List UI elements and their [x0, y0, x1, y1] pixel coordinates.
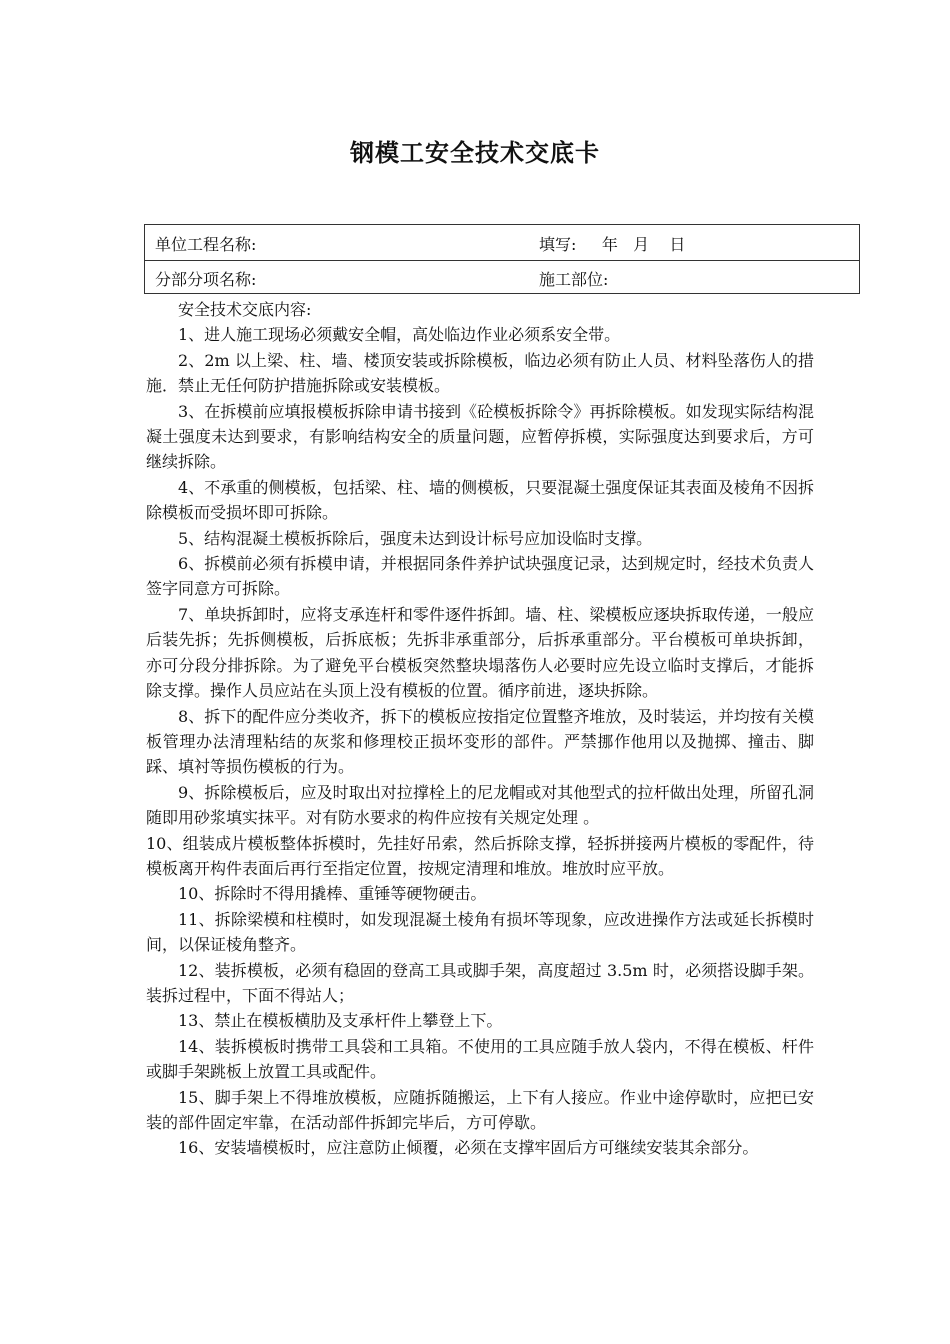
- unit-project-label: 单位工程名称:: [155, 235, 257, 254]
- paragraph: 2、2m 以上梁、柱、墙、楼顶安装或拆除模板，临边必须有防止人员、材料坠落伤人的措施．禁止无任何防护措施拆除或安装模板。: [146, 350, 814, 396]
- header-row: [145, 260, 859, 295]
- paragraph: 4、不承重的侧模板，包括梁、柱、墙的侧模板，只要混凝土强度保证其表面及棱角不因拆除模板而受损坏即可拆除。: [146, 477, 814, 523]
- paragraph: 10、组装成片模板整体拆模时，先挂好吊索，然后拆除支撑，轻拆拼接两片模板的零配件，待模板离开构件表面后再行至指定位置，按规定清理和堆放。堆放时应平放。: [146, 833, 814, 878]
- paragraph: 16、安装墙模板时，应注意防止倾覆，必须在支撑牢固后方可继续安装其余部分。: [178, 1138, 759, 1158]
- paragraph: 5、结构混凝土模板拆除后，强度未达到设计标号应加设临时支撑。: [178, 528, 653, 548]
- header-row: [145, 225, 859, 261]
- fill-date-label: 填写: 年 月 日: [539, 235, 686, 254]
- paragraph: 7、单块拆卸时，应将支承连杆和零件逐件拆卸。墙、柱、梁模板应逐块拆取传递，一般应后装先拆；先拆侧模板，后拆底板；先拆非承重部分，后拆承重部分。平台模板可单块拆卸，亦可分段分排拆除。为了避免平台模板突然整块塌落伤人必要时应先设立临时支撑后，才能拆除支撑。操作人员应站在头顶上没有模板的位置。循序前进，逐块拆除。: [146, 604, 814, 701]
- sub-project-label: 分部分项名称:: [155, 270, 257, 289]
- paragraph: 15、脚手架上不得堆放模板，应随拆随搬运，上下有人接应。作业中途停歇时，应把已安装的部件固定牢靠，在活动部件拆卸完毕后，方可停歇。: [146, 1087, 814, 1132]
- content-body: [146, 297, 814, 1161]
- paragraph: 9、拆除模板后，应及时取出对拉撑栓上的尼龙帽或对其他型式的拉杆做出处理，所留孔洞随即用砂浆填实抹平。对有防水要求的构件应按有关规定处理 。: [146, 782, 814, 828]
- paragraph: 11、拆除梁模和柱模时，如发现混凝土棱角有损坏等现象，应改进操作方法或延长拆模时间，以保证棱角整齐。: [146, 909, 814, 955]
- paragraph: 6、拆模前必须有拆模申请，并根据同条件养护试块强度记录，达到规定时，经技术负责人签字同意方可拆除。: [146, 554, 814, 599]
- paragraph: 13、禁止在模板横肋及支承杆件上攀登上下。: [178, 1011, 503, 1031]
- construction-site-label: 施工部位:: [539, 270, 609, 289]
- paragraph: 3、在拆模前应填报模板拆除申请书接到《砼模板拆除令》再拆除模板。如发现实际结构混凝土强度未达到要求，有影响结构安全的质量问题，应暂停拆模，实际强度达到要求后，方可继续拆除。: [146, 401, 814, 472]
- paragraph: 8、拆下的配件应分类收齐，拆下的模板应按指定位置整齐堆放，及时装运，并均按有关模板管理办法清理粘结的灰浆和修理校正损坏变形的部件。严禁挪作他用以及抛掷、撞击、脚踩、填衬等损伤模板的行为。: [146, 706, 814, 777]
- paragraph: 10、拆除时不得用撬棒、重锤等硬物硬击。: [178, 884, 487, 904]
- paragraph: 14、装拆模板时携带工具袋和工具箱。不使用的工具应随手放人袋内，不得在模板、杆件或脚手架跳板上放置工具或配件。: [146, 1036, 814, 1082]
- paragraph: 1、进人施工现场必须戴安全帽，高处临边作业必须系安全带。: [178, 325, 621, 345]
- paragraph: 12、装拆模板，必须有稳固的登高工具或脚手架，高度超过 3.5m 时，必须搭设脚手架。装拆过程中，下面不得站人；: [146, 960, 814, 1005]
- page-title: 钢模工安全技术交底卡: [350, 139, 600, 167]
- content-heading: 安全技术交底内容:: [178, 300, 312, 319]
- header-table: [144, 224, 860, 294]
